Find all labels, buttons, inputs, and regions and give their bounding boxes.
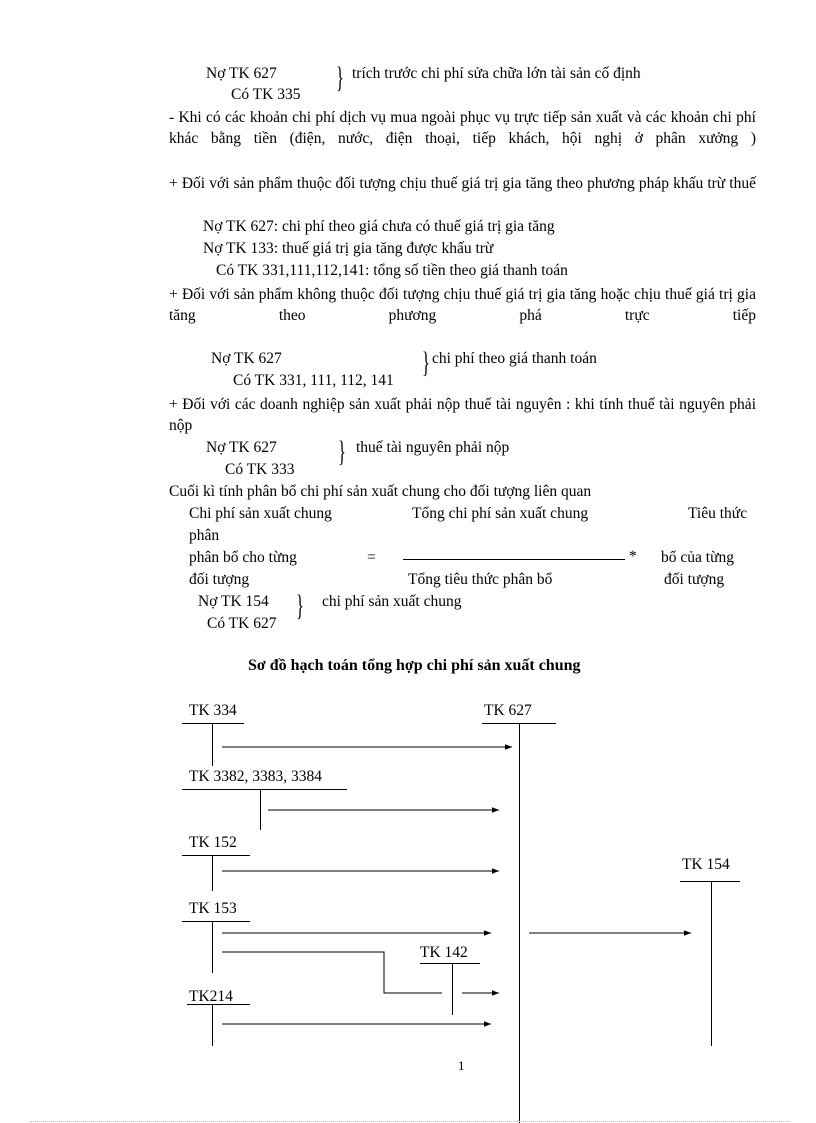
formula-lhs-line1b: phân <box>189 527 220 544</box>
paragraph-allocation: Cuối kì tính phân bổ chi phí sản xuất chung cho đối tượng liên quan <box>169 483 592 500</box>
entry5-debit: Nợ TK 154 <box>198 593 269 610</box>
formula-denominator: Tổng tiêu thức phân bổ <box>408 571 553 588</box>
formula-rhs-line1: Tiêu thức <box>688 505 748 522</box>
brace: } <box>422 346 430 379</box>
paragraph-resource-tax: + Đối với các doanh nghiệp sản xuất phải nộp thuế tài nguyên : khi tính thuế tài nguyên phải nộp <box>169 396 756 434</box>
account-tk627: TK 627 <box>484 702 532 719</box>
diagram-title: Sơ đồ hạch toán tổng hợp chi phí sản xuất chung <box>248 657 581 674</box>
formula-times: * <box>629 548 637 565</box>
paragraph-no-vat: + Đối với sản phẩm không thuộc đối tượng chịu thuế giá trị gia tăng hoặc chịu thuế giá trị gia tăng theo phương phá trực tiếp <box>169 286 756 324</box>
entry2-line3: Có TK 331,111,112,141: tổng số tiền theo giá thanh toán <box>216 262 568 279</box>
account-tk214: TK214 <box>189 988 233 1005</box>
account-tk154: TK 154 <box>682 856 730 873</box>
entry3-description: chi phí theo giá thanh toán <box>432 350 597 367</box>
brace: } <box>336 61 344 94</box>
page-number: 1 <box>458 1058 465 1073</box>
account-tk334: TK 334 <box>189 702 237 719</box>
entry5-description: chi phí sản xuất chung <box>322 593 462 610</box>
paragraph-vat-deduction: + Đối với sản phẩm thuộc đối tượng chịu thuế giá trị gia tăng theo phương pháp khấu trừ thuế <box>169 175 756 192</box>
entry1-description: trích trước chi phí sửa chữa lớn tài sản cố định <box>352 65 641 82</box>
formula-lhs-line2: phân bổ cho từng <box>189 549 297 566</box>
paragraph-external-services: - Khi có các khoản chi phí dịch vụ mua ngoài phục vụ trực tiếp sản xuất và các khoản chi phí khác bằng tiền (điện, nước, điện thoại, tiếp khách, hội nghị ở phân xưởng ) <box>169 109 756 147</box>
formula-lhs-line3: đối tượng <box>189 571 250 588</box>
formula-rhs-line2: bổ của từng <box>661 549 734 566</box>
brace: } <box>296 589 304 622</box>
entry4-description: thuế tài nguyên phải nộp <box>356 439 510 456</box>
entry2-line2: Nợ TK 133: thuế giá trị gia tăng được khấu trừ <box>203 240 494 257</box>
account-tk338: TK 3382, 3383, 3384 <box>189 768 323 785</box>
account-tk142: TK 142 <box>420 944 468 961</box>
formula-rhs-line3: đối tượng <box>664 571 725 588</box>
formula-equals: = <box>367 549 376 566</box>
entry3-credit: Có TK 331, 111, 112, 141 <box>233 372 394 389</box>
formula-lhs-line1: Chi phí sản xuất chung <box>189 505 332 522</box>
entry5-credit: Có TK 627 <box>207 615 277 632</box>
formula-numerator: Tổng chi phí sản xuất chung <box>412 505 589 522</box>
line-tk153-to-tk142 <box>222 952 442 993</box>
account-tk152: TK 152 <box>189 834 237 851</box>
entry4-debit: Nợ TK 627 <box>206 439 277 456</box>
page-bottom-divider <box>30 1121 790 1122</box>
entry3-debit: Nợ TK 627 <box>211 350 282 367</box>
account-tk153: TK 153 <box>189 900 237 917</box>
entry1-debit: Nợ TK 627 <box>206 65 277 82</box>
entry4-credit: Có TK 333 <box>225 461 295 478</box>
brace: } <box>338 435 346 468</box>
entry1-credit: Có TK 335 <box>231 86 301 103</box>
entry2-line1: Nợ TK 627: chi phí theo giá chưa có thuế giá trị gia tăng <box>203 218 555 235</box>
